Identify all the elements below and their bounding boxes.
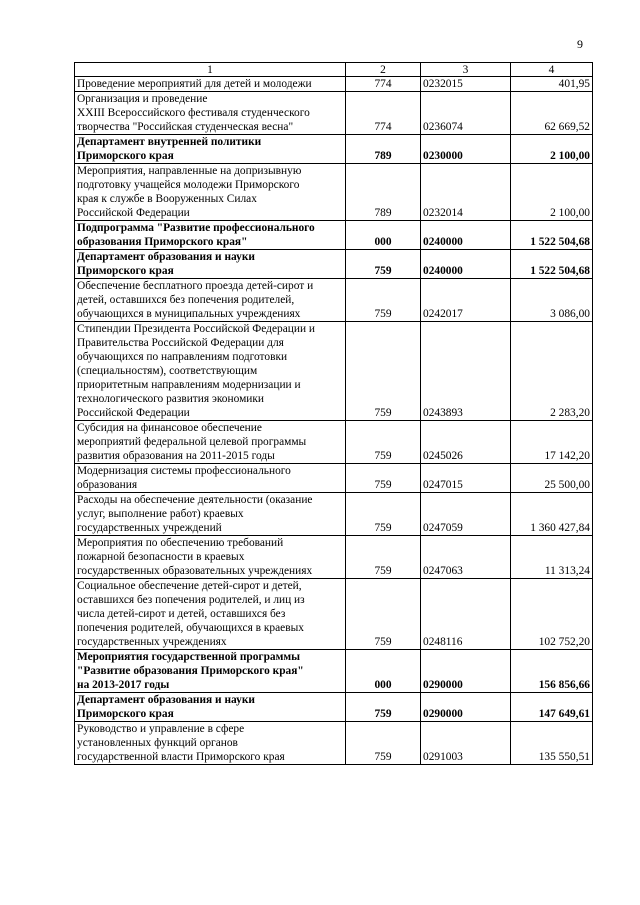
row-article-cell: 0291003 xyxy=(421,722,511,765)
row-name-cell: Подпрограмма "Развитие профессионального образования Приморского края" xyxy=(75,221,346,250)
row-name-cell: Руководство и управление в сфере установленных функций органов государственной власти Приморского края xyxy=(75,722,346,765)
row-name-cell: Социальное обеспечение детей-сирот и детей, оставшихся без попечения родителей, и лиц из числа детей-сирот и детей, оставшихся без попечения родителей, обучающихся в краевых государственных учреждениях xyxy=(75,579,346,650)
row-amount-cell: 2 100,00 xyxy=(511,164,593,221)
row-code-cell: 000 xyxy=(346,221,421,250)
table-row xyxy=(75,164,593,221)
row-name-cell: Мероприятия государственной программы "Развитие образования Приморского края" на 2013-2017 годы xyxy=(75,650,346,693)
row-article-cell: 0242017 xyxy=(421,279,511,322)
table-row xyxy=(75,250,593,279)
row-name-cell: Стипендии Президента Российской Федерации и Правительства Российской Федерации для обучающихся по направлениям подготовки (специальностям), соответствующим приоритетным направлениям модернизации и технологического развития экономики Российской Федерации xyxy=(75,322,346,421)
table-row xyxy=(75,221,593,250)
row-name-cell: Департамент образования и науки Приморского края xyxy=(75,250,346,279)
row-code-cell: 759 xyxy=(346,250,421,279)
budget-table xyxy=(74,62,593,765)
header-cell-1: 1 xyxy=(75,63,346,77)
row-code-cell: 789 xyxy=(346,135,421,164)
row-article-cell: 0230000 xyxy=(421,135,511,164)
row-amount-cell: 147 649,61 xyxy=(511,693,593,722)
table-row xyxy=(75,135,593,164)
row-amount-cell: 11 313,24 xyxy=(511,536,593,579)
row-code-cell: 759 xyxy=(346,322,421,421)
table-row xyxy=(75,722,593,765)
row-article-cell: 0247059 xyxy=(421,493,511,536)
row-name-cell: Департамент внутренней политики Приморского края xyxy=(75,135,346,164)
row-article-cell: 0232015 xyxy=(421,77,511,92)
row-article-cell: 0247063 xyxy=(421,536,511,579)
table-row xyxy=(75,421,593,464)
row-amount-cell: 401,95 xyxy=(511,77,593,92)
table-row xyxy=(75,650,593,693)
row-amount-cell: 3 086,00 xyxy=(511,279,593,322)
row-code-cell: 759 xyxy=(346,693,421,722)
row-amount-cell: 156 856,66 xyxy=(511,650,593,693)
table-row xyxy=(75,279,593,322)
row-amount-cell: 102 752,20 xyxy=(511,579,593,650)
table-row xyxy=(75,322,593,421)
row-code-cell: 759 xyxy=(346,464,421,493)
row-name-cell: Мероприятия, направленные на допризывную подготовку учащейся молодежи Приморского края к службе в Вооруженных Силах Российской Федерации xyxy=(75,164,346,221)
row-name-cell: Мероприятия по обеспечению требований пожарной безопасности в краевых государственных образовательных учреждениях xyxy=(75,536,346,579)
table-row xyxy=(75,464,593,493)
row-article-cell: 0243893 xyxy=(421,322,511,421)
row-article-cell: 0240000 xyxy=(421,221,511,250)
row-article-cell: 0290000 xyxy=(421,693,511,722)
row-name-cell: Расходы на обеспечение деятельности (оказание услуг, выполнение работ) краевых государственных учреждений xyxy=(75,493,346,536)
row-code-cell: 759 xyxy=(346,421,421,464)
row-name-cell: Организация и проведение XXIII Всероссийского фестиваля студенческого творчества "Российская студенческая весна" xyxy=(75,92,346,135)
budget-table-body xyxy=(75,63,593,765)
row-code-cell: 759 xyxy=(346,722,421,765)
page-number: 9 xyxy=(577,37,583,51)
row-article-cell: 0290000 xyxy=(421,650,511,693)
row-amount-cell: 1 522 504,68 xyxy=(511,221,593,250)
row-code-cell: 000 xyxy=(346,650,421,693)
row-amount-cell: 1 522 504,68 xyxy=(511,250,593,279)
row-code-cell: 759 xyxy=(346,279,421,322)
row-article-cell: 0236074 xyxy=(421,92,511,135)
table-row xyxy=(75,579,593,650)
row-code-cell: 759 xyxy=(346,536,421,579)
table-row xyxy=(75,92,593,135)
table-header-row xyxy=(75,63,593,77)
header-cell-4: 4 xyxy=(511,63,593,77)
row-article-cell: 0248116 xyxy=(421,579,511,650)
row-code-cell: 759 xyxy=(346,579,421,650)
header-cell-2: 2 xyxy=(346,63,421,77)
row-amount-cell: 1 360 427,84 xyxy=(511,493,593,536)
row-code-cell: 759 xyxy=(346,493,421,536)
row-name-cell: Проведение мероприятий для детей и молодежи xyxy=(75,77,346,92)
row-amount-cell: 17 142,20 xyxy=(511,421,593,464)
row-amount-cell: 2 283,20 xyxy=(511,322,593,421)
row-name-cell: Обеспечение бесплатного проезда детей-сирот и детей, оставшихся без попечения родителей, обучающихся в муниципальных учреждениях xyxy=(75,279,346,322)
row-name-cell: Модернизация системы профессионального образования xyxy=(75,464,346,493)
row-amount-cell: 2 100,00 xyxy=(511,135,593,164)
row-name-cell: Субсидия на финансовое обеспечение мероприятий федеральной целевой программы развития образования на 2011-2015 годы xyxy=(75,421,346,464)
table-row xyxy=(75,693,593,722)
row-code-cell: 774 xyxy=(346,92,421,135)
row-name-cell: Департамент образования и науки Приморского края xyxy=(75,693,346,722)
row-code-cell: 774 xyxy=(346,77,421,92)
header-cell-3: 3 xyxy=(421,63,511,77)
row-amount-cell: 25 500,00 xyxy=(511,464,593,493)
row-amount-cell: 62 669,52 xyxy=(511,92,593,135)
row-article-cell: 0232014 xyxy=(421,164,511,221)
row-code-cell: 789 xyxy=(346,164,421,221)
row-article-cell: 0247015 xyxy=(421,464,511,493)
row-article-cell: 0240000 xyxy=(421,250,511,279)
table-row xyxy=(75,493,593,536)
table-row xyxy=(75,536,593,579)
table-row xyxy=(75,77,593,92)
row-amount-cell: 135 550,51 xyxy=(511,722,593,765)
row-article-cell: 0245026 xyxy=(421,421,511,464)
